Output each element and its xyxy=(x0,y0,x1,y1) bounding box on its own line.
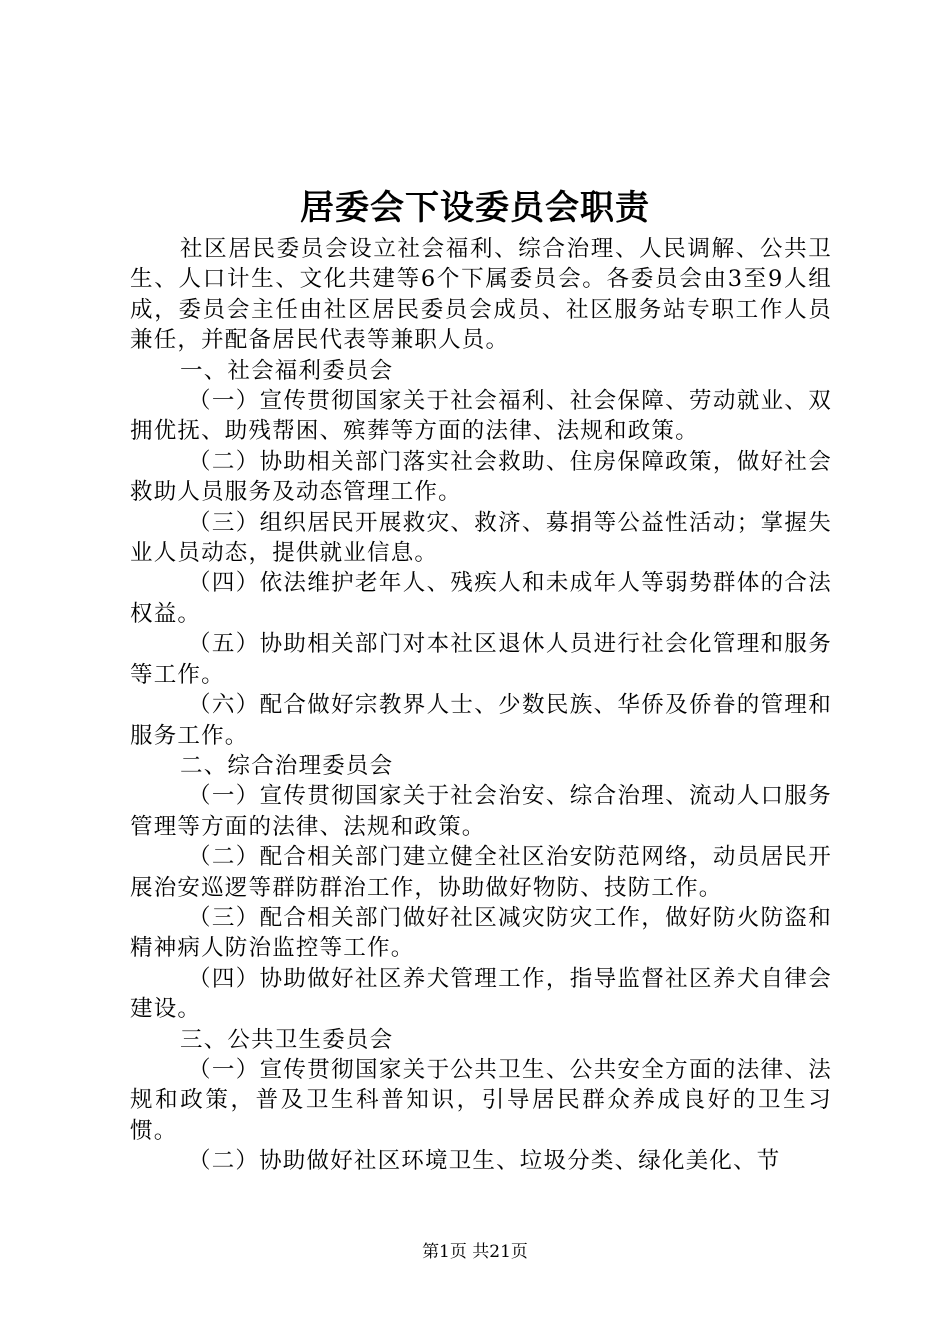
list-item-paragraph: （二）协助相关部门落实社会救助、住房保障政策，做好社会救助人员服务及动态管理工作。 xyxy=(130,448,832,506)
page-footer: 第1页 共21页 xyxy=(422,1242,528,1262)
list-item-paragraph: （三）组织居民开展救灾、救济、募捐等公益性活动；掌握失业人员动态，提供就业信息。 xyxy=(130,509,832,567)
list-item-paragraph: （一）宣传贯彻国家关于公共卫生、公共安全方面的法律、法规和政策，普及卫生科普知识，引导居民群众养成良好的卫生习惯。 xyxy=(130,1056,832,1144)
document-body xyxy=(130,234,832,1177)
list-item-paragraph: （三）配合相关部门做好社区减灾防灾工作，做好防火防盗和精神病人防治监控等工作。 xyxy=(130,904,832,962)
section-heading: 二、综合治理委员会 xyxy=(180,752,394,779)
list-item-paragraph: （二）配合相关部门建立健全社区治安防范网络，动员居民开展治安巡逻等群防群治工作，协助做好物防、技防工作。 xyxy=(130,844,832,901)
intro-paragraph: 社区居民委员会设立社会福利、综合治理、人民调解、公共卫生、人口计生、文化共建等6个下属委员会。各委员会由3至9人组成，委员会主任由社区居民委员会成员、社区服务站专职工作人员兼任，并配备居民代表等兼职人员。 xyxy=(130,236,832,354)
list-item-paragraph: （二）协助做好社区环境卫生、垃圾分类、绿化美化、节 xyxy=(188,1148,781,1175)
list-item-paragraph: （四）依法维护老年人、残疾人和未成年人等弱势群体的合法权益。 xyxy=(130,570,832,627)
document-title: 居委会下设委员会职责 xyxy=(300,188,650,228)
list-item-paragraph: （五）协助相关部门对本社区退休人员进行社会化管理和服务等工作。 xyxy=(130,631,832,688)
list-item-paragraph: （六）配合做好宗教界人士、少数民族、华侨及侨眷的管理和服务工作。 xyxy=(130,692,832,749)
list-item-paragraph: （一）宣传贯彻国家关于社会福利、社会保障、劳动就业、双拥优抚、助残帮困、殡葬等方面的法律、法规和政策。 xyxy=(130,388,832,445)
list-item-paragraph: （四）协助做好社区养犬管理工作，指导监督社区养犬自律会建设。 xyxy=(130,965,832,1023)
list-item-paragraph: （一）宣传贯彻国家关于社会治安、综合治理、流动人口服务管理等方面的法律、法规和政策。 xyxy=(130,783,832,840)
section-heading: 一、社会福利委员会 xyxy=(180,357,394,384)
section-heading: 三、公共卫生委员会 xyxy=(180,1026,394,1053)
